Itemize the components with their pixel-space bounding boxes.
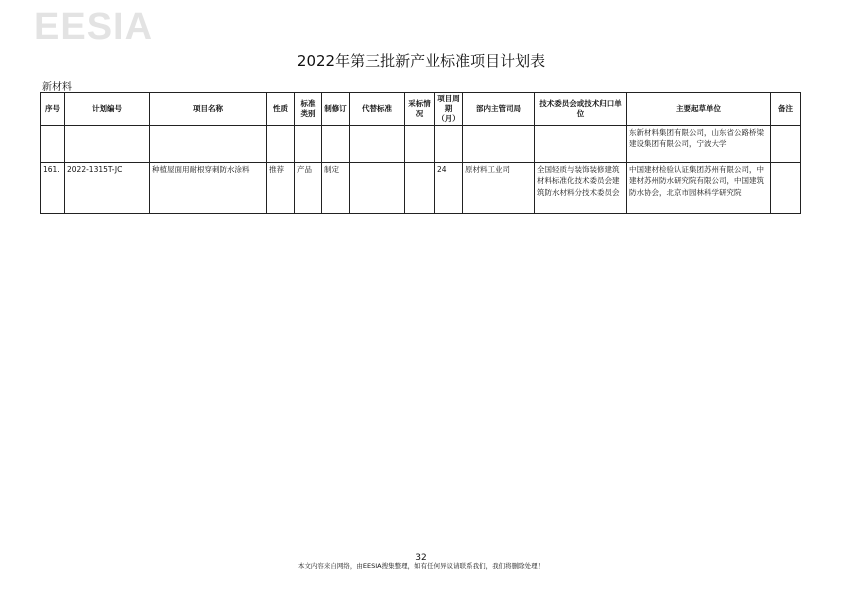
cell-standard-type: 产品 — [295, 163, 322, 214]
category-label: 新材料 — [42, 82, 72, 93]
standards-plan-table — [40, 92, 801, 214]
cell-revision: 制定 — [322, 163, 350, 214]
cell-plan-no: 2022-1315T-JC — [65, 163, 150, 214]
footer-disclaimer: 本文内容来自网络，由EESIA搜集整理，如有任何异议请联系我们，我们将删除处理！ — [297, 562, 545, 570]
table-header-row — [41, 93, 801, 126]
header-revision: 制修订 — [322, 93, 350, 126]
cell-project-name: 种植屋面用耐根穿刺防水涂料 — [150, 163, 267, 214]
cell-remark — [771, 163, 801, 214]
cell-drafters-continued: 东新材料集团有限公司，山东省公路桥梁建设集团有限公司，宁波大学 — [627, 126, 771, 163]
header-project-name: 项目名称 — [150, 93, 267, 126]
cell-committee: 全国轻质与装饰装修建筑材料标准化技术委员会建筑防水材料分技术委员会 — [535, 163, 627, 214]
header-period: 项目周期（月） — [435, 93, 463, 126]
header-plan-no: 计划编号 — [65, 93, 150, 126]
header-standard-type: 标准类别 — [295, 93, 322, 126]
page-title: 2022年第三批新产业标准项目计划表 — [296, 52, 546, 70]
cell-adoption — [405, 163, 435, 214]
header-replaced-standard: 代替标准 — [350, 93, 405, 126]
header-committee: 技术委员会或技术归口单位 — [535, 93, 627, 126]
header-remark: 备注 — [771, 93, 801, 126]
cell-department: 原材料工业司 — [463, 163, 535, 214]
cell-nature: 推荐 — [267, 163, 295, 214]
table-row-continuation — [41, 126, 801, 163]
header-adoption: 采标情况 — [405, 93, 435, 126]
page-number: 32 — [415, 553, 427, 563]
header-nature: 性质 — [267, 93, 295, 126]
header-department: 部内主管司局 — [463, 93, 535, 126]
cell-seq: 161. — [41, 163, 65, 214]
eesia-logo: EESIA — [34, 6, 154, 48]
header-drafters: 主要起草单位 — [627, 93, 771, 126]
cell-period: 24 — [435, 163, 463, 214]
table-row — [41, 163, 801, 214]
header-seq: 序号 — [41, 93, 65, 126]
cell-replaced-standard — [350, 163, 405, 214]
cell-drafters: 中国建材检验认证集团苏州有限公司，中建材苏州防水研究院有限公司，中国建筑防水协会，北京市园林科学研究院 — [627, 163, 771, 214]
